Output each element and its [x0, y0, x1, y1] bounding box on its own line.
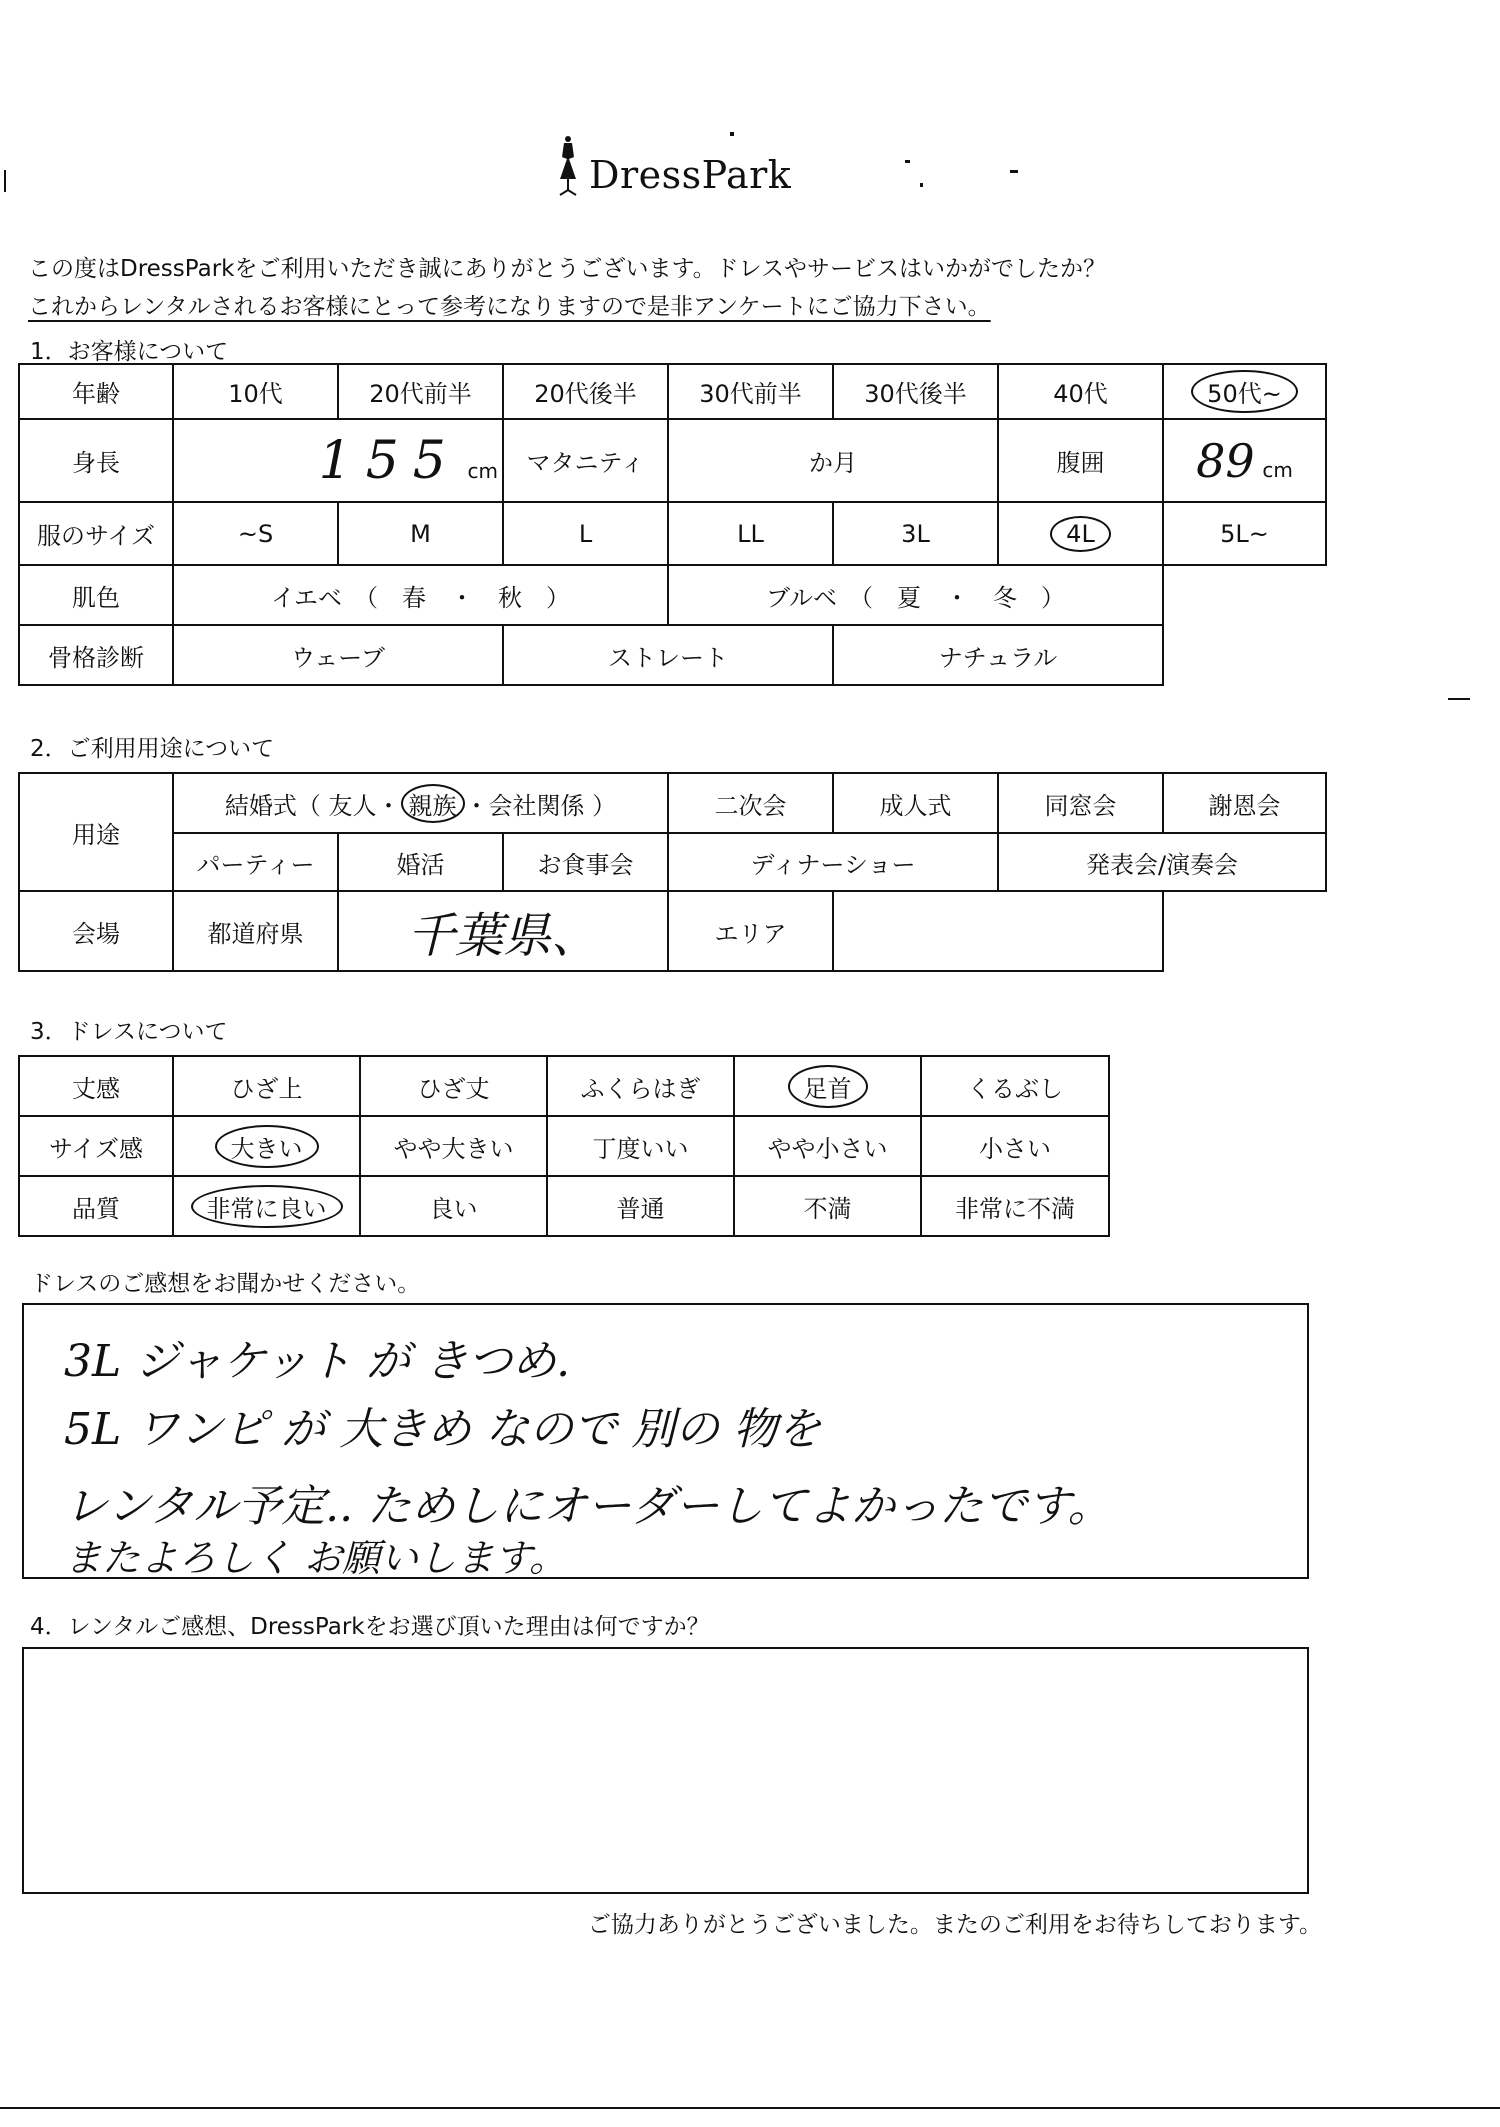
purpose-label: 用途 [19, 773, 173, 891]
feedback-box[interactable] [22, 1303, 1309, 1579]
feedback-line: またよろしく お願いします。 [64, 1536, 568, 1580]
skin-blue-option[interactable]: ブルベ （ 夏 ・ 冬 ） [668, 565, 1163, 625]
section4-title: 4．レンタルご感想、DressParkをお選び頂いた理由は何ですか？ [30, 1614, 710, 1640]
height-label: 身長 [19, 419, 173, 502]
maternity-label: マタニティ [503, 419, 668, 502]
size-option[interactable]: 3L [833, 502, 998, 565]
usage-option[interactable]: 婚活 [338, 833, 503, 891]
size-option[interactable]: M [338, 502, 503, 565]
frame-option[interactable]: ウェーブ [173, 625, 503, 685]
fit-label: サイズ感 [19, 1116, 173, 1176]
frame-option[interactable]: ナチュラル [833, 625, 1163, 685]
quality-option[interactable]: 良い [360, 1176, 547, 1236]
brand-logo [555, 135, 791, 197]
prefecture-value: 千葉県、 [406, 907, 599, 964]
feedback-line: レンタル予定.. ためしにオーダーしてよかったです。 [64, 1481, 1112, 1532]
usage-option[interactable]: 同窓会 [998, 773, 1163, 833]
prefecture-label: 都道府県 [173, 891, 338, 971]
feedback-line: 5L ワンピ が 大きめ なので 別の 物を [64, 1404, 822, 1455]
area-label: エリア [668, 891, 833, 971]
closing-message: ご協力ありがとうございました。またのご利用をお待ちしております。 [587, 1912, 1322, 1938]
reason-box[interactable] [22, 1647, 1309, 1894]
customer-info-table [18, 363, 1327, 686]
skin-label: 肌色 [19, 565, 173, 625]
waist-field[interactable] [1163, 419, 1326, 502]
height-unit: cm [467, 458, 498, 483]
age-label: 年齢 [19, 364, 173, 419]
prefecture-field[interactable] [338, 891, 668, 971]
venue-row [19, 891, 1326, 971]
usage-row-1 [19, 773, 1326, 833]
height-field[interactable] [173, 419, 503, 502]
usage-option[interactable]: パーティー [173, 833, 338, 891]
fit-selected-circle: 大きい [215, 1125, 319, 1168]
waist-label: 腹囲 [998, 419, 1163, 502]
quality-row [19, 1176, 1109, 1236]
quality-option[interactable]: 普通 [547, 1176, 734, 1236]
dress-mannequin-icon [555, 135, 581, 197]
age-option[interactable]: 30代前半 [668, 364, 833, 419]
usage-option[interactable]: ディナーショー [668, 833, 998, 891]
intro-request: これからレンタルされるお客様にとって参考になりますので是非アンケートにご協力下さい。 [28, 294, 991, 320]
fit-option[interactable]: 小さい [921, 1116, 1109, 1176]
skin-row [19, 565, 1326, 625]
wedding-selected-circle: 親族 [401, 784, 465, 823]
size-selected-circle: 4L [1050, 516, 1111, 552]
usage-row-2 [19, 833, 1326, 891]
size-option[interactable]: L [503, 502, 668, 565]
size-option[interactable]: ~S [173, 502, 338, 565]
age-option[interactable]: 20代後半 [503, 364, 668, 419]
quality-option[interactable]: 非常に不満 [921, 1176, 1109, 1236]
usage-option[interactable]: お食事会 [503, 833, 668, 891]
size-option[interactable]: LL [668, 502, 833, 565]
fit-option[interactable]: やや大きい [360, 1116, 547, 1176]
size-row [19, 502, 1326, 565]
size-option-selected[interactable] [998, 502, 1163, 565]
length-option[interactable]: ふくらはぎ [547, 1056, 734, 1116]
waist-unit: cm [1262, 457, 1293, 482]
section2-title: 2．ご利用用途について [30, 736, 275, 762]
length-option[interactable]: ひざ上 [173, 1056, 360, 1116]
quality-option[interactable]: 不満 [734, 1176, 921, 1236]
fit-option-selected[interactable] [173, 1116, 360, 1176]
maternity-field[interactable] [668, 419, 998, 502]
intro-thanks: この度はDressParkをご利用いただき誠にありがとうございます。ドレスやサービスはいかがでしたか？ [28, 256, 1106, 282]
dress-table [18, 1055, 1110, 1237]
frame-row [19, 625, 1326, 685]
age-selected-circle: 50代~ [1191, 370, 1298, 413]
wedding-option[interactable] [173, 773, 668, 833]
section1-title: 1．お客様について [30, 339, 229, 365]
age-option-selected[interactable] [1163, 364, 1326, 419]
length-label: 丈感 [19, 1056, 173, 1116]
quality-label: 品質 [19, 1176, 173, 1236]
quality-option-selected[interactable] [173, 1176, 360, 1236]
skin-yellow-option[interactable]: イエベ （ 春 ・ 秋 ） [173, 565, 668, 625]
height-value: 155 [318, 430, 460, 491]
usage-table [18, 772, 1327, 972]
length-option[interactable]: くるぶし [921, 1056, 1109, 1116]
wedding-suffix: ・会社関係 ） [464, 791, 617, 820]
size-label: 服のサイズ [19, 502, 173, 565]
waist-value: 89 [1196, 433, 1255, 488]
venue-label: 会場 [19, 891, 173, 971]
feedback-line: 3L ジャケット が きつめ. [64, 1336, 571, 1387]
frame-option[interactable]: ストレート [503, 625, 833, 685]
age-row [19, 364, 1326, 419]
usage-option[interactable]: 発表会/演奏会 [998, 833, 1326, 891]
age-option[interactable]: 10代 [173, 364, 338, 419]
feedback-prompt: ドレスのご感想をお聞かせください。 [30, 1271, 421, 1297]
size-option[interactable]: 5L~ [1163, 502, 1326, 565]
length-row [19, 1056, 1109, 1116]
maternity-unit: か月 [809, 449, 857, 477]
height-row [19, 419, 1326, 502]
length-selected-circle: 足首 [788, 1065, 868, 1108]
fit-option[interactable]: 丁度いい [547, 1116, 734, 1176]
fit-row [19, 1116, 1109, 1176]
wedding-prefix: 結婚式（ 友人・ [224, 791, 401, 820]
fit-option[interactable]: やや小さい [734, 1116, 921, 1176]
area-field[interactable] [833, 891, 1163, 971]
usage-option[interactable]: 成人式 [833, 773, 998, 833]
usage-option[interactable]: 二次会 [668, 773, 833, 833]
quality-selected-circle: 非常に良い [191, 1185, 343, 1228]
age-option[interactable]: 40代 [998, 364, 1163, 419]
section3-title: 3．ドレスについて [30, 1019, 228, 1045]
age-option[interactable]: 20代前半 [338, 364, 503, 419]
brand-name: DressPark [589, 153, 792, 197]
frame-label: 骨格診断 [19, 625, 173, 685]
length-option[interactable]: ひざ丈 [360, 1056, 547, 1116]
length-option-selected[interactable] [734, 1056, 921, 1116]
age-option[interactable]: 30代後半 [833, 364, 998, 419]
usage-option[interactable]: 謝恩会 [1163, 773, 1326, 833]
